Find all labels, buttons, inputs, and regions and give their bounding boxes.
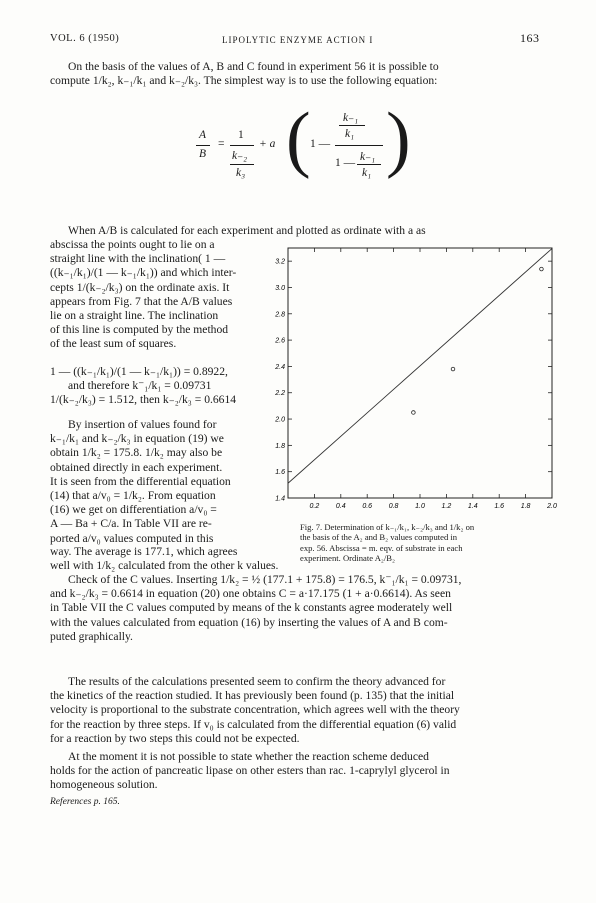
eq-one-minus: 1 — [310, 138, 331, 150]
text-line: 1/(k₋₂/k₃) = 1.512, then k₋₂/k₃ = 0.6614 [50, 393, 237, 407]
data-point [540, 267, 544, 271]
y-tick-label: 2.2 [275, 390, 285, 398]
text-line: for the reaction by three steps. If v₀ is calculated from the differential equation (6) valid [50, 717, 457, 731]
conclusion-paragraph-2 [50, 750, 550, 793]
x-tick-label: 1.4 [467, 503, 478, 510]
text-line: appears from Fig. 7 that the A/B values [50, 294, 233, 308]
page-number: 163 [520, 31, 540, 45]
text-line: cepts 1/(k₋₂/k₃) on the ordinate axis. It [50, 280, 230, 294]
text-line: k₋₁/k₁ and k₋₂/k₃ in equation (19) we [50, 432, 224, 446]
conclusion-paragraph [50, 675, 550, 746]
text-line: ported a/v₀ values computed in this [50, 531, 214, 545]
caption-line: the basis of the A₂ and B₂ values computed in [300, 532, 458, 543]
y-tick-label: 1.4 [275, 495, 285, 503]
x-tick-label: 0.6 [362, 503, 373, 510]
para2-lines [50, 418, 267, 546]
text-line: velocity is proportional to the substrate concentration, which agrees well with the theory [50, 703, 460, 717]
eq-k1-top: k₁ [345, 128, 355, 140]
text-line: At the moment it is not possible to state whether the reaction scheme deduced [68, 750, 429, 763]
text-line: for a reaction by two steps this could not be expected. [50, 731, 300, 745]
y-tick-label: 1.6 [275, 469, 285, 477]
y-tick-label: 3.2 [275, 258, 285, 266]
eq-right-paren: ) [386, 98, 411, 180]
eq-k1-inner: k₁ [362, 167, 372, 179]
text-line: straight line with the inclination( 1 — [50, 252, 226, 266]
text-line: lie on a straight line. The inclination [50, 309, 219, 323]
check-paragraph [50, 573, 550, 644]
text-line: obtain 1/k₂ = 175.8. 1/k₂ may also be [50, 446, 223, 460]
text-line: of this line is computed by the method [50, 323, 229, 337]
eq-k-minus1-top: k₋₁ [343, 112, 359, 124]
text-line: Check of the C values. Inserting 1/k₂ = ½ (177.1 + 175.8) = 176.5, k⁻₁/k₁ = 0.09731, [68, 573, 462, 586]
caption-line: Fig. 7. Determination of k₋₁/k₁, k₋₂/k₃ and 1/k₂ on [300, 522, 475, 532]
x-tick-label: 1.2 [441, 503, 452, 510]
text-line: in Table VII the C values computed by means of the k constants agree moderately well [50, 601, 453, 615]
text-line: with the values calculated from equation (16) by inserting the values of A and B com- [50, 615, 448, 629]
x-tick-label: 1.8 [520, 503, 531, 510]
text-line: It is seen from the differential equation [50, 474, 231, 488]
y-tick-label: 3.0 [275, 284, 285, 292]
y-tick-label: 2.0 [275, 416, 285, 424]
running-head-volume: VOL. 6 (1950) [50, 33, 120, 44]
figure-7 [270, 240, 560, 520]
fig-7-chart [270, 240, 560, 512]
text-line: homogeneous solution. [50, 778, 158, 792]
references-note: References p. 165. [50, 797, 120, 807]
eq-equals: = [218, 138, 225, 150]
text-line: ((k₋₁/k₁)/(1 — k₋₁/k₁)) and which inter- [50, 266, 237, 280]
x-tick-label: 0.2 [309, 503, 320, 510]
y-tick-label: 2.6 [275, 337, 285, 345]
text-line: abscissa the points ought to lie on a [50, 238, 215, 251]
eq-one-minus-inner: 1 — [335, 157, 356, 169]
x-tick-label: 0.4 [335, 503, 346, 510]
text-line: puted graphically. [50, 629, 133, 643]
y-tick-label: 2.4 [275, 363, 285, 371]
data-point [451, 367, 455, 371]
running-head-title: LIPOLYTIC ENZYME ACTION I [222, 35, 374, 45]
x-tick-label: 1.0 [415, 503, 425, 510]
wrap-full-line: When A/B is calculated for each experiment and plotted as ordinate with a as [68, 224, 426, 237]
text-line: way. The average is 177.1, which agrees [50, 545, 238, 558]
eq-k-minus2: k₋₂ [232, 150, 248, 162]
eq-plus-a: + a [259, 138, 276, 150]
text-line: obtained directly in each experiment. [50, 460, 223, 474]
text-line: and therefore k⁻₁/k₁ = 0.09731 [68, 379, 212, 393]
x-tick-label: 1.6 [494, 503, 505, 510]
plot-frame [288, 248, 552, 498]
x-tick-label: 0.8 [388, 503, 399, 510]
result-lines [50, 365, 267, 408]
text-line: (14) that a/v₀ = 1/k₂. From equation [50, 489, 216, 503]
equation [0, 98, 596, 208]
caption-line: exp. 56. Abscissa = m. eqv. of substrate in each [300, 542, 463, 553]
x-tick-label: 2.0 [547, 503, 557, 510]
y-tick-label: 1.8 [275, 442, 285, 450]
text-line: well with 1/k₂ calculated from the other k values. [50, 559, 279, 573]
after-fig-lines [50, 545, 350, 573]
eq-one: 1 [238, 129, 244, 141]
y-tick-label: 2.8 [275, 311, 285, 319]
intro-line-2: compute 1/k₂, k₋₁/k₁ and k₋₂/k₃. The simplest way is to use the following equation: [50, 74, 438, 87]
caption-line: experiment. Ordinate A₂/B₂ [300, 553, 396, 564]
text-line: By insertion of values found for [68, 418, 217, 431]
fit-line [288, 249, 552, 484]
text-line: The results of the calculations presented seem to confirm the theory advanced for [68, 675, 446, 688]
text-line: of the least sum of squares. [50, 337, 177, 351]
text-line: holds for the action of pancreatic lipase on other esters than rac. 1-caprylyl glycerol in [50, 764, 450, 778]
text-line: 1 — ((k₋₁/k₁)/(1 — k₋₁/k₁)) = 0.8922, [50, 365, 228, 378]
eq-left-paren: ( [286, 98, 311, 180]
text-line: A — Ba + C/a. In Table VII are re- [50, 517, 212, 531]
intro-line-1: On the basis of the values of A, B and C found in experiment 56 it is possible to [68, 60, 439, 73]
data-point [412, 411, 416, 415]
eq-k3: k₃ [236, 167, 246, 179]
text-line: (16) we get on differentiation a/v₀ = [50, 503, 217, 517]
eq-lhs-num: A [199, 129, 207, 141]
text-line: and k₋₂/k₃ = 0.6614 in equation (20) one obtains C = a·17.175 (1 + a·0.6614). As seen [50, 587, 451, 601]
text-line: the kinetics of the reaction studied. It has previously been found (p. 135) that the initial [50, 689, 455, 703]
eq-k-minus1-inner: k₋₁ [360, 151, 376, 163]
eq-lhs-den: B [199, 148, 207, 160]
wrap-lines [50, 238, 267, 352]
